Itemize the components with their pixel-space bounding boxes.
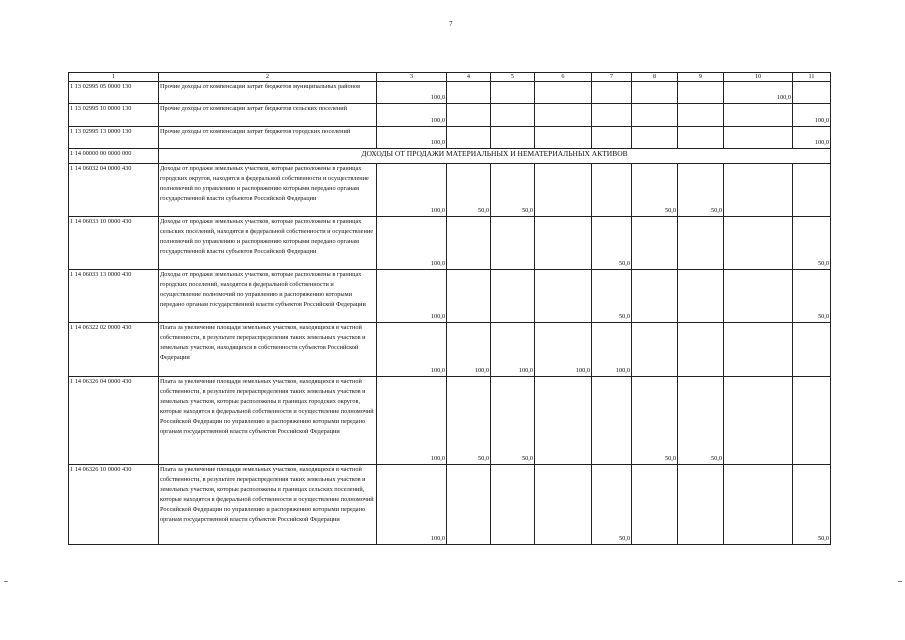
scan-mark — [898, 581, 902, 582]
amount-cell — [535, 164, 592, 217]
amount-cell — [535, 465, 592, 545]
budget-table — [68, 72, 831, 545]
amount-cell — [724, 270, 793, 323]
amount-cell — [793, 82, 831, 104]
amount-cell — [678, 217, 724, 270]
amount-cell: 50,0 — [491, 164, 535, 217]
amount-cell — [447, 104, 491, 127]
column-header: 8 — [632, 73, 678, 82]
amount-cell — [447, 270, 491, 323]
amount-cell — [793, 323, 831, 377]
amount-cell — [724, 465, 793, 545]
table-header-row — [69, 73, 831, 82]
budget-code: 1 14 06032 04 0000 430 — [69, 164, 159, 217]
column-header: 4 — [447, 73, 491, 82]
amount-cell — [632, 82, 678, 104]
amount-cell — [724, 164, 793, 217]
amount-cell: 100,0 — [377, 104, 447, 127]
column-header: 6 — [535, 73, 592, 82]
column-header: 9 — [678, 73, 724, 82]
amount-cell — [447, 217, 491, 270]
budget-description: Плата за увеличение площади земельных участков, находящихся в частной собственности, в результате перераспределения таких земельных участков и земельных участков, которые расположены в границах сельских поселений, которые находятся в федеральной собственности и осуществление полномочий Российской Федерации по управлению и распоряжению которыми передано органам государственной власти субъектов Российской Федерации — [159, 465, 377, 545]
budget-description: Доходы от продажи земельных участков, которые расположены в границах городских округов, находятся в федеральной собственности и осуществление полномочий по управлению и распоряжению которыми передано органам государственной власти субъектов Российской Федерации — [159, 164, 377, 217]
amount-cell — [491, 217, 535, 270]
amount-cell — [535, 82, 592, 104]
amount-cell: 50,0 — [678, 377, 724, 465]
budget-description: Прочие доходы от компенсации затрат бюджетов сельских поселений — [159, 104, 377, 127]
amount-cell — [678, 104, 724, 127]
budget-code: 1 14 06326 04 0000 430 — [69, 377, 159, 465]
budget-code: 1 13 02995 13 0000 130 — [69, 127, 159, 149]
amount-cell — [592, 377, 632, 465]
amount-cell — [535, 127, 592, 149]
column-header: 1 — [69, 73, 159, 82]
amount-cell — [632, 270, 678, 323]
amount-cell — [632, 465, 678, 545]
amount-cell — [447, 465, 491, 545]
amount-cell: 100,0 — [724, 82, 793, 104]
table-row — [69, 164, 831, 217]
budget-description: Доходы от продажи земельных участков, которые расположены в границах сельских поселений, находятся в федеральной собственности и осуществление полномочий по управлению и распоряжению которыми передано органам государственной власти субъектов Российской Федерации — [159, 217, 377, 270]
budget-code: 1 14 06033 13 0000 430 — [69, 270, 159, 323]
amount-cell: 50,0 — [447, 377, 491, 465]
scan-mark — [4, 581, 8, 582]
budget-code: 1 14 06322 02 0000 430 — [69, 323, 159, 377]
amount-cell: 50,0 — [592, 217, 632, 270]
amount-cell: 100,0 — [377, 82, 447, 104]
column-header: 2 — [159, 73, 377, 82]
amount-cell — [793, 377, 831, 465]
budget-description: Плата за увеличение площади земельных участков, находящихся в частной собственности, в результате перераспределения таких земельных участков и земельных участков, находящихся в собственности субъектов Российской Федерации — [159, 323, 377, 377]
amount-cell: 50,0 — [632, 164, 678, 217]
table-row — [69, 82, 831, 104]
amount-cell — [592, 164, 632, 217]
amount-cell: 50,0 — [491, 377, 535, 465]
amount-cell — [535, 270, 592, 323]
column-header: 5 — [491, 73, 535, 82]
table-row — [69, 217, 831, 270]
amount-cell: 50,0 — [793, 270, 831, 323]
amount-cell: 100,0 — [377, 217, 447, 270]
amount-cell — [724, 217, 793, 270]
budget-code: 1 14 06033 10 0000 430 — [69, 217, 159, 270]
amount-cell — [632, 104, 678, 127]
amount-cell: 100,0 — [793, 104, 831, 127]
table-row — [69, 104, 831, 127]
amount-cell — [632, 323, 678, 377]
amount-cell — [592, 82, 632, 104]
amount-cell: 100,0 — [377, 465, 447, 545]
budget-description: Прочие доходы от компенсации затрат бюджетов муниципальных районов — [159, 82, 377, 104]
amount-cell — [678, 270, 724, 323]
table-row — [69, 465, 831, 545]
amount-cell: 100,0 — [377, 323, 447, 377]
amount-cell — [724, 127, 793, 149]
amount-cell: 100,0 — [535, 323, 592, 377]
table-row — [69, 127, 831, 149]
amount-cell: 100,0 — [793, 127, 831, 149]
section-row — [69, 149, 831, 164]
section-title: ДОХОДЫ ОТ ПРОДАЖИ МАТЕРИАЛЬНЫХ И НЕМАТЕРИАЛЬНЫХ АКТИВОВ — [159, 149, 831, 164]
amount-cell: 100,0 — [377, 377, 447, 465]
amount-cell: 100,0 — [377, 270, 447, 323]
budget-code: 1 14 06326 10 0000 430 — [69, 465, 159, 545]
table-row — [69, 270, 831, 323]
budget-code: 1 13 02995 10 0000 130 — [69, 104, 159, 127]
amount-cell — [491, 82, 535, 104]
table-row — [69, 377, 831, 465]
amount-cell: 50,0 — [592, 270, 632, 323]
amount-cell — [678, 127, 724, 149]
column-header: 11 — [793, 73, 831, 82]
amount-cell — [724, 377, 793, 465]
table-row — [69, 323, 831, 377]
amount-cell: 50,0 — [678, 164, 724, 217]
page-number: 7 — [449, 20, 453, 28]
column-header: 10 — [724, 73, 793, 82]
amount-cell — [447, 82, 491, 104]
budget-description: Плата за увеличение площади земельных участков, находящихся в частной собственности, в результате перераспределения таких земельных участков и земельных участков, которые расположены в границах городских округов, которые находятся в федеральной собственности и осуществление полномочий Российской Федерации по управлению и распоряжению которыми передано органам государственной власти субъектов Российской Федерации — [159, 377, 377, 465]
amount-cell — [535, 104, 592, 127]
amount-cell — [678, 82, 724, 104]
amount-cell: 50,0 — [447, 164, 491, 217]
amount-cell: 50,0 — [793, 217, 831, 270]
amount-cell: 100,0 — [377, 127, 447, 149]
amount-cell — [491, 270, 535, 323]
amount-cell — [491, 104, 535, 127]
amount-cell — [491, 465, 535, 545]
amount-cell — [724, 323, 793, 377]
amount-cell — [678, 323, 724, 377]
amount-cell: 50,0 — [632, 377, 678, 465]
section-code: 1 14 00000 00 0000 000 — [69, 149, 159, 164]
amount-cell — [535, 377, 592, 465]
budget-description: Доходы от продажи земельных участков, которые расположены в границах городских поселений, находятся в федеральной собственности и осуществление полномочий по управлению и распоряжению которыми передано органам государственной власти субъектов Российской Федерации — [159, 270, 377, 323]
budget-code: 1 13 02995 05 0000 130 — [69, 82, 159, 104]
amount-cell — [632, 217, 678, 270]
amount-cell — [491, 127, 535, 149]
column-header: 3 — [377, 73, 447, 82]
amount-cell: 100,0 — [491, 323, 535, 377]
amount-cell — [592, 127, 632, 149]
budget-description: Прочие доходы от компенсации затрат бюджетов городских поселений — [159, 127, 377, 149]
amount-cell — [535, 217, 592, 270]
amount-cell — [447, 127, 491, 149]
amount-cell: 100,0 — [592, 323, 632, 377]
amount-cell — [793, 164, 831, 217]
column-header: 7 — [592, 73, 632, 82]
amount-cell — [592, 104, 632, 127]
amount-cell: 50,0 — [793, 465, 831, 545]
amount-cell: 50,0 — [592, 465, 632, 545]
amount-cell: 100,0 — [377, 164, 447, 217]
amount-cell — [724, 104, 793, 127]
amount-cell — [632, 127, 678, 149]
amount-cell: 100,0 — [447, 323, 491, 377]
amount-cell — [678, 465, 724, 545]
